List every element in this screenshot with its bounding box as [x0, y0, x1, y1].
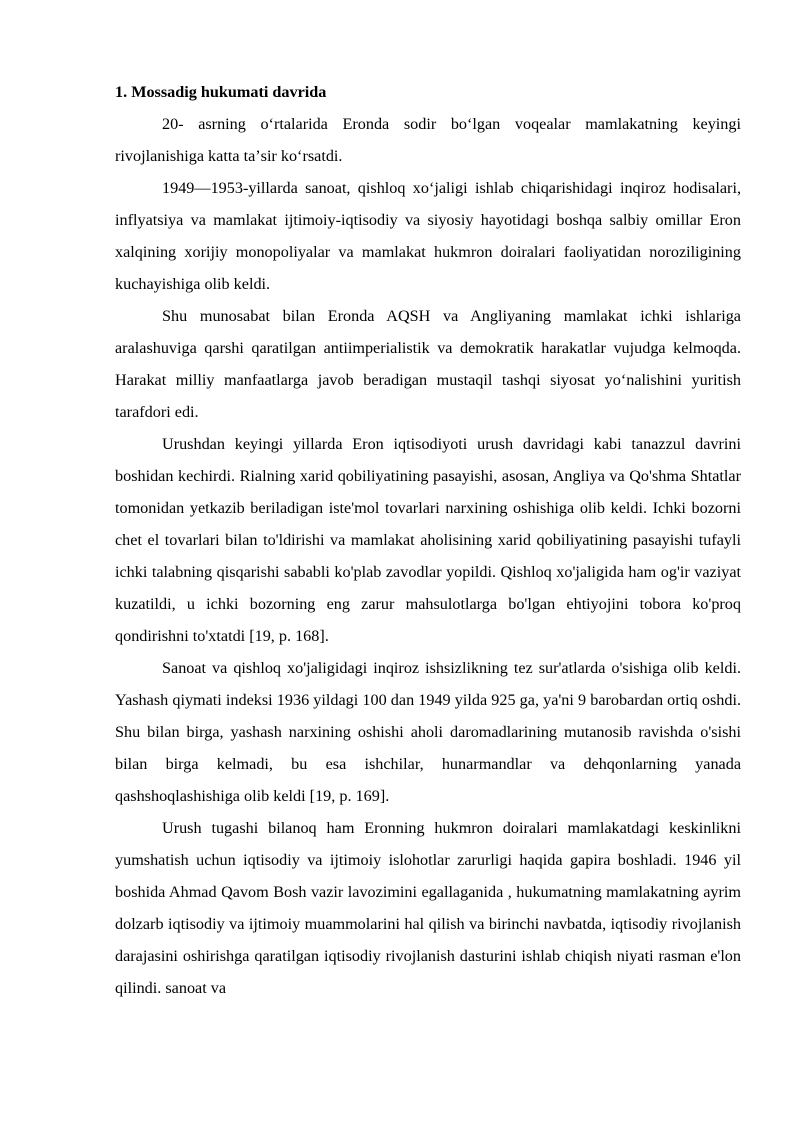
paragraph-6: Urush tugashi bilanoq ham Eronning hukmron doiralari mamlakatdagi keskinlikni yumshatish uchun iqtisodiy va ijtimoiy islohotlar zarurligi haqida gapira boshladi. 1946 yil boshida Ahmad Qavom Bosh vazir lavozimini egallaganida , hukumatning mamlakatning ayrim dolzarb iqtisodiy va ijtimoiy muammolarini hal qilish va birinchi navbatda, iqtisodiy rivojlanish darajasini oshirishga qaratilgan iqtisodiy rivojlanish dasturini ishlab chiqish niyati rasman e'lon qilindi. sanoat va	[115, 819, 741, 997]
section-heading: 1. Mossadig hukumati davrida	[115, 83, 327, 101]
paragraph-1: 20- asrning oʻrtalarida Eronda sodir boʻlgan voqealar mamlakatning keyingi rivojlanishiga katta taʼsir koʻrsatdi.	[115, 115, 741, 165]
paragraph-5: Sanoat va qishloq xo'jaligidagi inqiroz ishsizlikning tez sur'atlarda o'sishiga olib keldi. Yashash qiymati indeksi 1936 yildagi 100 dan 1949 yilda 925 ga, ya'ni 9 barobardan ortiq oshdi. Shu bilan birga, yashash narxining oshishi aholi daromadlarining mutanosib ravishda o'sishi bilan birga kelmadi, bu esa ishchilar, hunarmandlar va dehqonlarning yanada qashshoqlashishiga olib keldi [19, p. 169].	[115, 659, 741, 805]
paragraph-3: Shu munosabat bilan Eronda AQSH va Angliyaning mamlakat ichki ishlariga aralashuviga qarshi qaratilgan antiimperialistik va demokratik harakatlar vujudga kelmoqda. Harakat milliy manfaatlarga javob beradigan mustaqil tashqi siyosat yoʻnalishini yuritish tarafdori edi.	[115, 307, 741, 421]
document-body	[115, 76, 741, 1004]
paragraph-4: Urushdan keyingi yillarda Eron iqtisodiyoti urush davridagi kabi tanazzul davrini boshidan kechirdi. Rialning xarid qobiliyatining pasayishi, asosan, Angliya va Qo'shma Shtatlar tomonidan yetkazib beriladigan iste'mol tovarlari narxining oshishiga olib keldi. Ichki bozorni chet el tovarlari bilan to'ldirishi va mamlakat aholisining xarid qobiliyatining pasayishi tufayli ichki talabning qisqarishi sababli ko'plab zavodlar yopildi. Qishloq xo'jaligida ham og'ir vaziyat kuzatildi, u ichki bozorning eng zarur mahsulotlarga bo'lgan ehtiyojini tobora ko'proq qondirishni to'xtatdi [19, p. 168].	[115, 435, 741, 645]
paragraph-2: 1949—1953-yillarda sanoat, qishloq xoʻjaligi ishlab chiqarishidagi inqiroz hodisalari, inflyatsiya va mamlakat ijtimoiy-iqtisodiy va siyosiy hayotidagi boshqa salbiy omillar Eron xalqining xorijiy monopoliyalar va mamlakat hukmron doiralari faoliyatidan noroziligining kuchayishiga olib keldi.	[115, 179, 741, 293]
